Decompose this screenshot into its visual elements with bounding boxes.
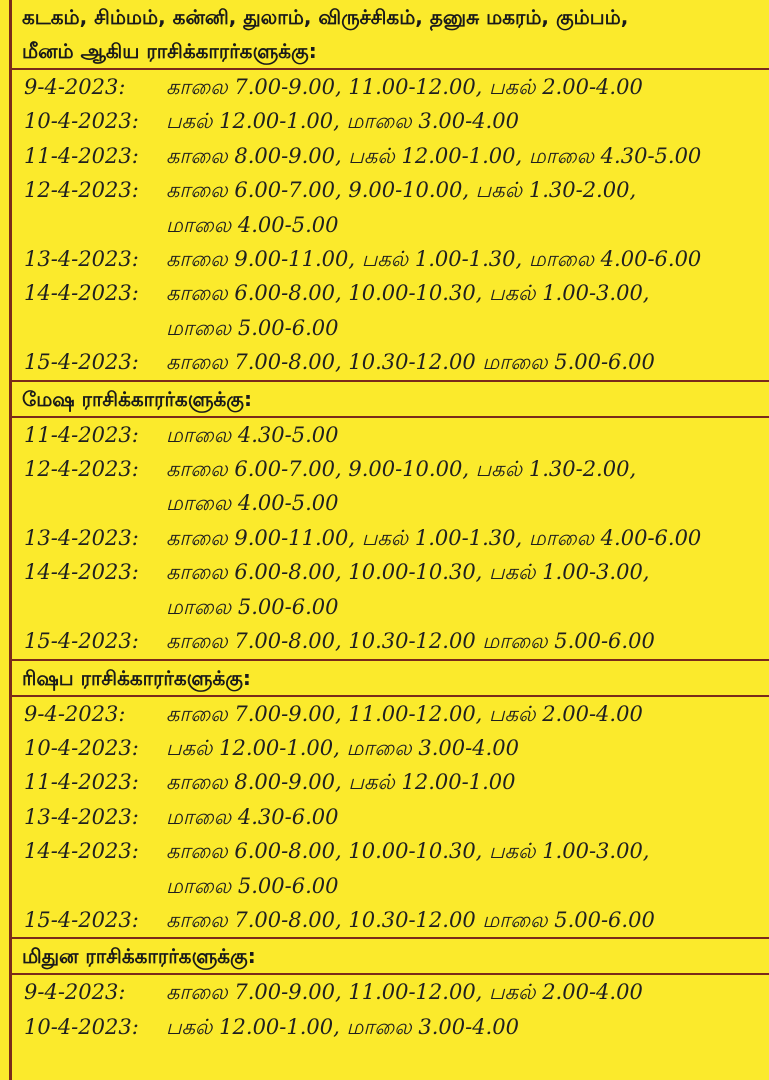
schedule-row <box>0 452 769 486</box>
schedule-times: மாலை 5.00-6.00 <box>166 315 339 340</box>
schedule-date: 9-4-2023: <box>24 701 126 726</box>
schedule-date: 15-4-2023: <box>24 907 139 932</box>
schedule-times: மாலை 4.30-5.00 <box>166 422 339 447</box>
schedule-row <box>0 590 769 624</box>
schedule-row <box>0 834 769 868</box>
section-header: மீனம் ஆகிய ராசிக்காரர்களுக்கு: <box>22 39 317 63</box>
schedule-row <box>0 486 769 520</box>
schedule-date: 9-4-2023: <box>24 980 126 1005</box>
schedule-date: 14-4-2023: <box>24 839 139 864</box>
section-header: மிதுன ராசிக்காரர்களுக்கு: <box>22 944 256 969</box>
schedule-times: காலை 9.00-11.00, பகல் 1.00-1.30, மாலை 4.00-6.00 <box>166 525 702 550</box>
rasi-section <box>0 0 769 382</box>
schedule-row <box>0 173 769 207</box>
schedule-date: 9-4-2023: <box>24 75 126 99</box>
schedule-times: காலை 9.00-11.00, பகல் 1.00-1.30, மாலை 4.00-6.00 <box>166 247 702 272</box>
schedule-row <box>0 276 769 310</box>
schedule-row <box>0 345 769 379</box>
schedule-row <box>0 70 769 104</box>
schedule-row <box>0 800 769 834</box>
schedule-times: காலை 6.00-7.00, 9.00-10.00, பகல் 1.30-2.00, <box>166 457 637 482</box>
schedule-row <box>0 869 769 903</box>
schedule-row <box>0 521 769 555</box>
schedule-date: 12-4-2023: <box>24 178 139 203</box>
schedule-row <box>0 418 769 452</box>
schedule-row <box>0 731 769 765</box>
schedule-times: காலை 8.00-9.00, பகல் 12.00-1.00 <box>166 770 516 795</box>
schedule-date: 15-4-2023: <box>24 629 139 654</box>
schedule-times: காலை 6.00-8.00, 10.00-10.30, பகல் 1.00-3.00, <box>166 281 650 306</box>
schedule-date: 11-4-2023: <box>24 422 139 447</box>
schedule-row <box>0 1010 769 1044</box>
schedule-times: காலை 6.00-8.00, 10.00-10.30, பகல் 1.00-3.00, <box>166 839 650 864</box>
section-header: மேஷ ராசிக்காரர்களுக்கு: <box>22 386 252 411</box>
schedule-times: காலை 6.00-8.00, 10.00-10.30, பகல் 1.00-3.00, <box>166 560 650 585</box>
schedule-times: மாலை 5.00-6.00 <box>166 594 339 619</box>
schedule-date: 15-4-2023: <box>24 350 139 375</box>
schedule-row <box>0 624 769 658</box>
schedule-date: 13-4-2023: <box>24 804 139 829</box>
rasi-section <box>0 661 769 940</box>
schedule-times: காலை 7.00-9.00, 11.00-12.00, பகல் 2.00-4.00 <box>166 75 643 99</box>
schedule-times: காலை 7.00-9.00, 11.00-12.00, பகல் 2.00-4.00 <box>166 980 643 1005</box>
schedule-date: 11-4-2023: <box>24 770 139 795</box>
schedule-times: காலை 8.00-9.00, பகல் 12.00-1.00, மாலை 4.30-5.00 <box>166 143 702 168</box>
rasi-section <box>0 939 769 1044</box>
schedule-times: காலை 7.00-8.00, 10.30-12.00 மாலை 5.00-6.00 <box>166 629 655 654</box>
schedule-date: 12-4-2023: <box>24 457 139 482</box>
schedule-row <box>0 697 769 731</box>
schedule-times: மாலை 4.00-5.00 <box>166 212 339 237</box>
schedule-date: 10-4-2023: <box>24 109 139 134</box>
schedule-times: காலை 7.00-8.00, 10.30-12.00 மாலை 5.00-6.00 <box>166 907 655 932</box>
schedule-row <box>0 104 769 138</box>
schedule-times: மாலை 5.00-6.00 <box>166 873 339 898</box>
section-header: கடகம், சிம்மம், கன்னி, துலாம், விருச்சிகம், தனுசு மகரம், கும்பம், <box>22 5 629 29</box>
schedule-date: 10-4-2023: <box>24 1014 139 1039</box>
schedule-row <box>0 555 769 589</box>
schedule-times: பகல் 12.00-1.00, மாலை 3.00-4.00 <box>166 109 519 134</box>
schedule-row <box>0 208 769 242</box>
section-header: ரிஷப ராசிக்காரர்களுக்கு: <box>22 665 251 690</box>
schedule-row <box>0 311 769 345</box>
schedule-row <box>0 242 769 276</box>
schedule-date: 14-4-2023: <box>24 281 139 306</box>
schedule-times: காலை 7.00-8.00, 10.30-12.00 மாலை 5.00-6.00 <box>166 350 655 375</box>
schedule-date: 13-4-2023: <box>24 247 139 272</box>
schedule-times: பகல் 12.00-1.00, மாலை 3.00-4.00 <box>166 735 519 760</box>
schedule-row <box>0 975 769 1009</box>
schedule-date: 13-4-2023: <box>24 525 139 550</box>
schedule-row <box>0 903 769 937</box>
rasi-section <box>0 382 769 661</box>
schedule-times: காலை 6.00-7.00, 9.00-10.00, பகல் 1.30-2.00, <box>166 178 637 203</box>
schedule-date: 14-4-2023: <box>24 560 139 585</box>
schedule-row <box>0 139 769 173</box>
schedule-date: 11-4-2023: <box>24 143 139 168</box>
schedule-row <box>0 765 769 799</box>
schedule-times: மாலை 4.00-5.00 <box>166 491 339 516</box>
schedule-date: 10-4-2023: <box>24 735 139 760</box>
schedule-times: மாலை 4.30-6.00 <box>166 804 339 829</box>
schedule-times: காலை 7.00-9.00, 11.00-12.00, பகல் 2.00-4.00 <box>166 701 643 726</box>
schedule-times: பகல் 12.00-1.00, மாலை 3.00-4.00 <box>166 1014 519 1039</box>
